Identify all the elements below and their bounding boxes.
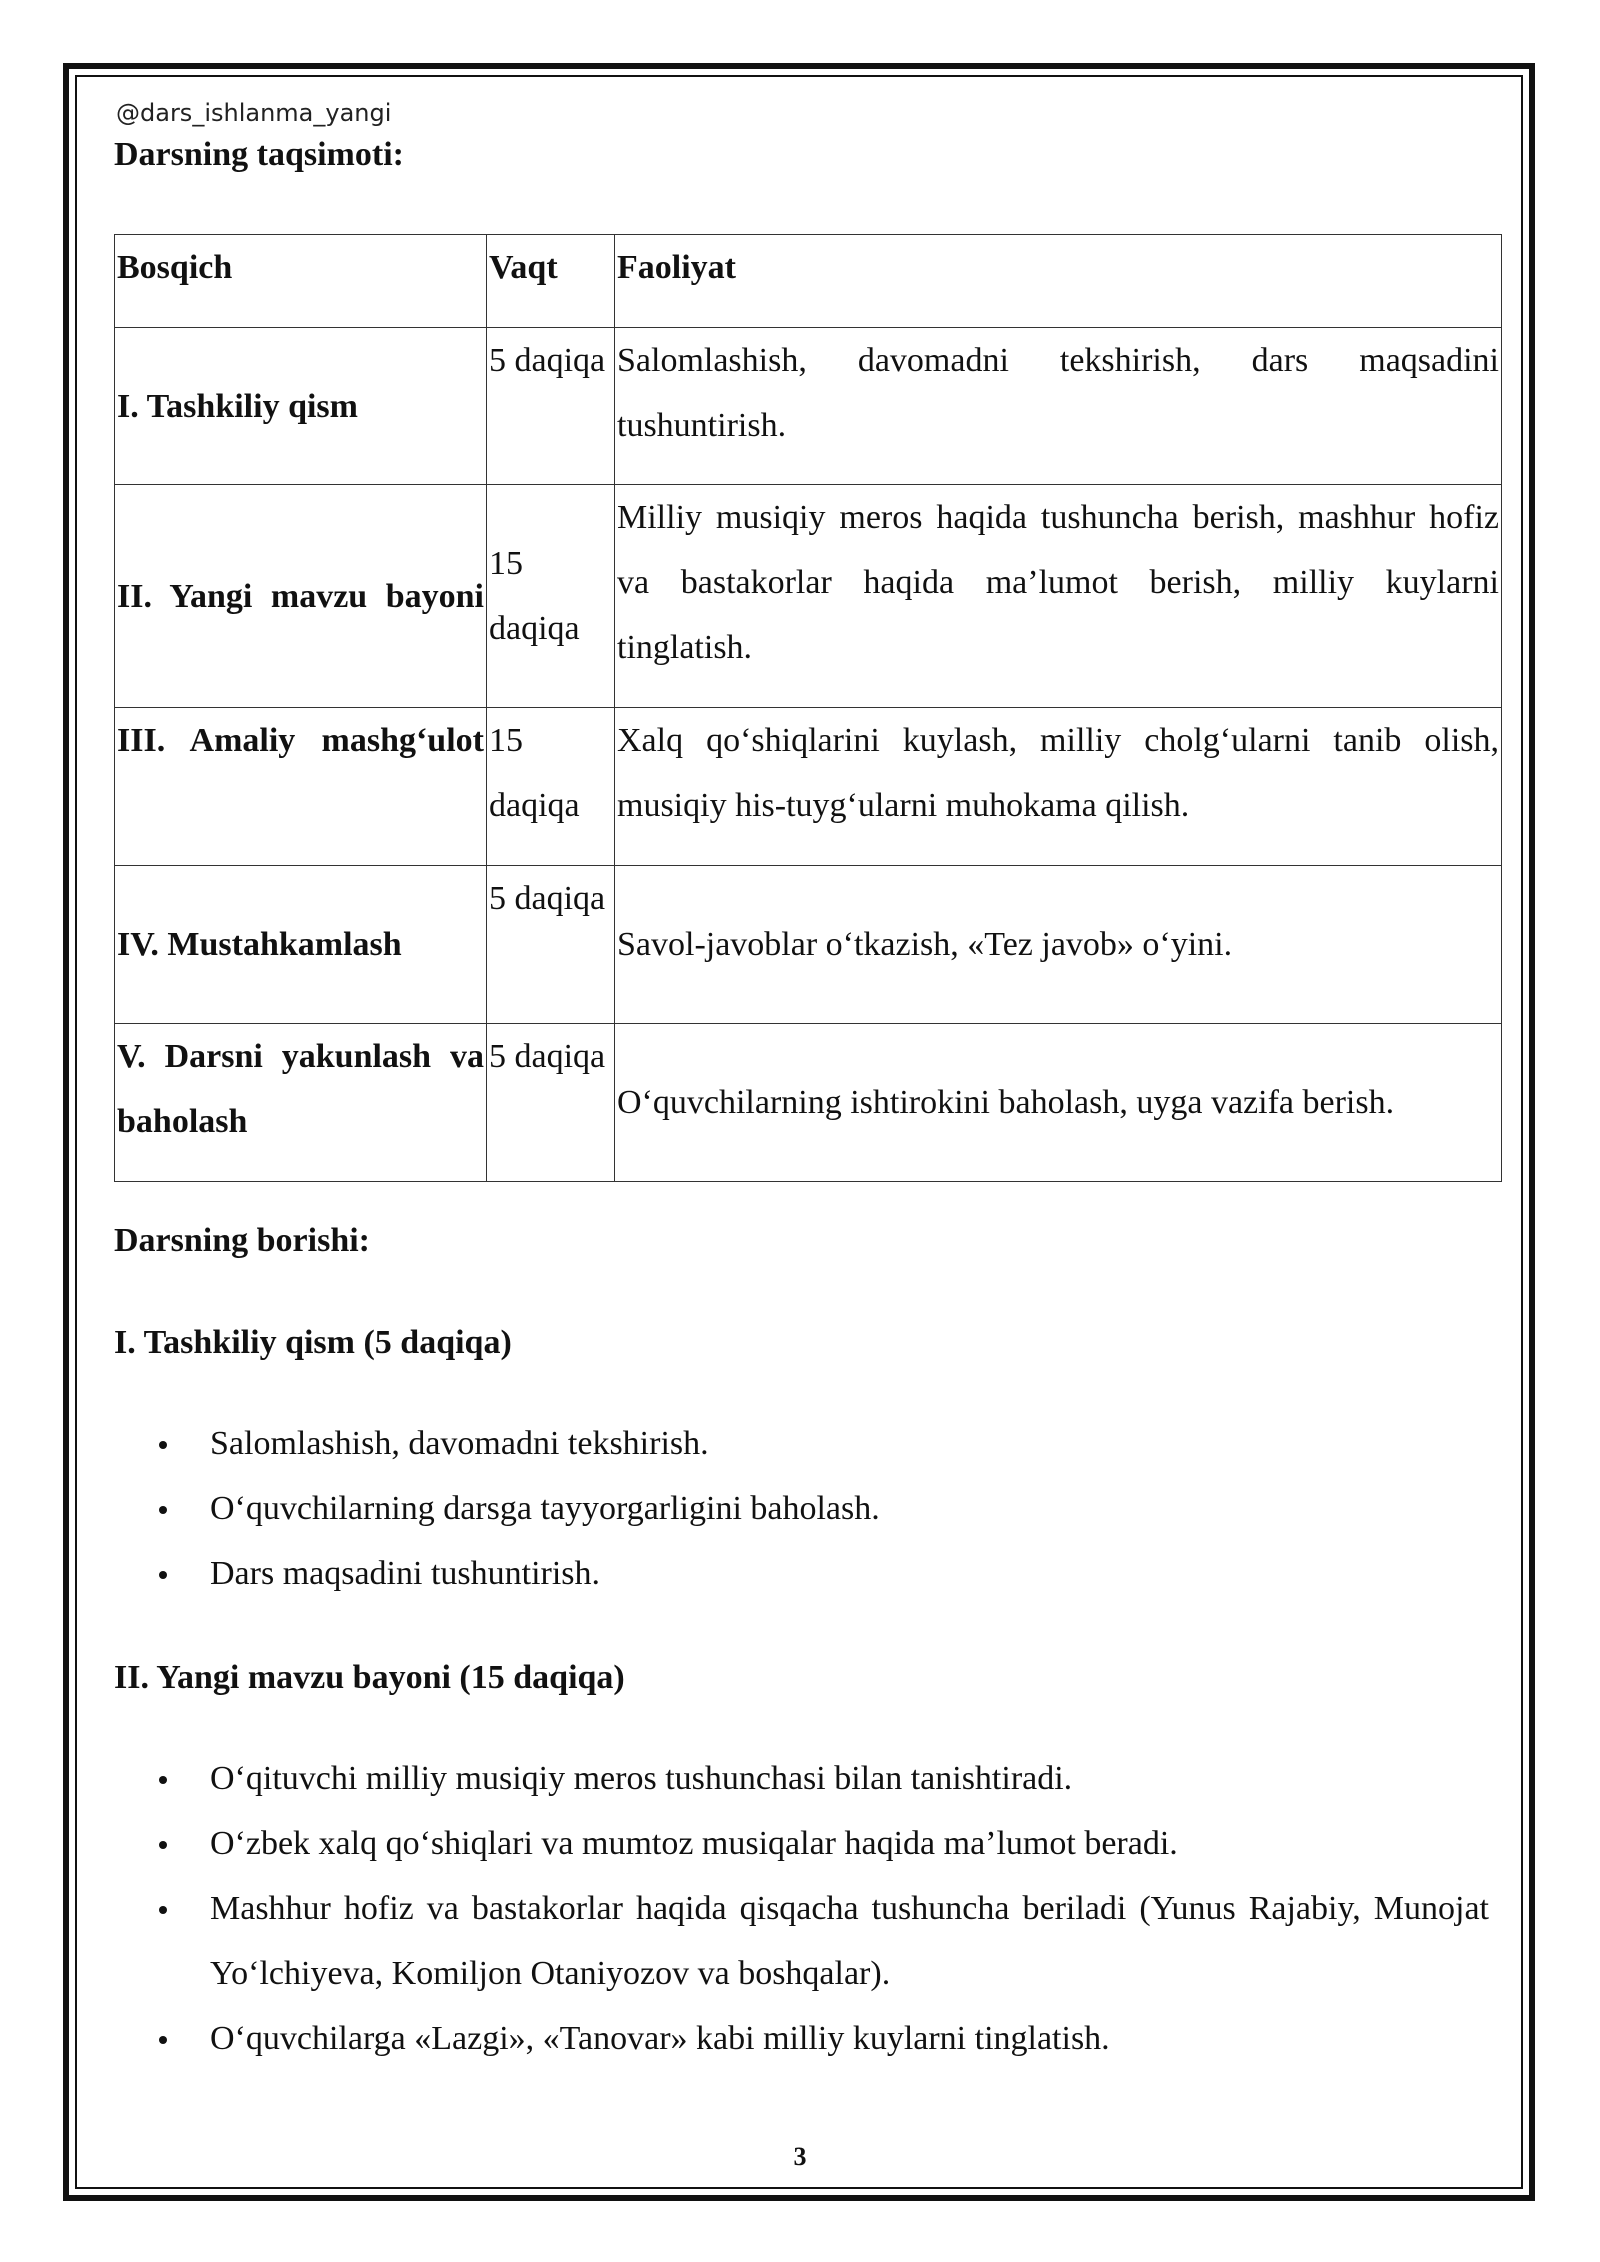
- bullet-icon: [159, 1776, 167, 1784]
- list-item: [114, 2006, 1489, 2071]
- bullet-icon: [159, 1506, 167, 1514]
- activity-cell: O‘quvchilarning ishtirokini baholash, uyga vazifa berish.: [615, 1024, 1502, 1182]
- activity-cell: Salomlashish, davomadni tekshirish, dars maqsadini tushuntirish.: [615, 328, 1502, 485]
- list-item-text: Mashhur hofiz va bastakorlar haqida qisqacha tushuncha beriladi (Yunus Rajabiy, Munojat Yo‘lchiyeva, Komiljon Otaniyozov va boshqalar).: [210, 1890, 1489, 1992]
- list-item: [114, 1476, 1489, 1541]
- activity-cell: Milliy musiqiy meros haqida tushuncha berish, mashhur hofiz va bastakorlar haqida ma’lumot berish, milliy kuylarni tinglatish.: [615, 485, 1502, 708]
- table-row: [115, 866, 1502, 1024]
- column-header-time: Vaqt: [487, 235, 615, 328]
- table-row: [115, 1024, 1502, 1182]
- stage-cell: V. Darsni yakunlash va baholash: [115, 1024, 487, 1182]
- list-item-text: O‘zbek xalq qo‘shiqlari va mumtoz musiqalar haqida ma’lumot beradi.: [210, 1825, 1178, 1862]
- section-title: I. Tashkiliy qism (5 daqiqa): [114, 1324, 512, 1361]
- list-item-text: O‘quvchilarga «Lazgi», «Tanovar» kabi milliy kuylarni tinglatish.: [210, 2020, 1110, 2057]
- table-header-row: [115, 235, 1502, 328]
- distribution-heading: Darsning taqsimoti:: [114, 136, 404, 173]
- time-cell: 5 daqiqa: [487, 1024, 615, 1182]
- list-item: [114, 1876, 1489, 2006]
- page-number: 3: [793, 2142, 807, 2171]
- list-item: [114, 1541, 1489, 1606]
- time-cell: 5 daqiqa: [487, 328, 615, 485]
- list-item: [114, 1811, 1489, 1876]
- activity-cell: Savol-javoblar o‘tkazish, «Tez javob» o‘yini.: [615, 866, 1502, 1024]
- time-cell: 15 daqiqa: [487, 708, 615, 866]
- table-row: [115, 485, 1502, 708]
- column-header-stage: Bosqich: [115, 235, 487, 328]
- stage-cell: I. Tashkiliy qism: [115, 328, 487, 485]
- stage-cell: III. Amaliy mashg‘ulot: [115, 708, 487, 866]
- bullet-icon: [159, 1441, 167, 1449]
- list-item: [114, 1411, 1489, 1476]
- column-header-activity: Faoliyat: [615, 235, 1502, 328]
- stage-cell: [115, 485, 487, 708]
- bullet-icon: [159, 1841, 167, 1849]
- stage-cell: IV. Mustahkamlash: [115, 866, 487, 1024]
- bullet-icon: [159, 1906, 167, 1914]
- bullet-icon: [159, 1571, 167, 1579]
- stage-label: II. Yangi mavzu bayoni: [117, 577, 484, 615]
- section-bullet-list: [114, 1746, 1489, 2071]
- section-bullet-list: [114, 1411, 1489, 1606]
- list-item-text: Salomlashish, davomadni tekshirish.: [210, 1425, 709, 1462]
- bullet-icon: [159, 2036, 167, 2044]
- list-item-text: O‘quvchilarning darsga tayyorgarligini baholash.: [210, 1490, 880, 1527]
- list-item: [114, 1746, 1489, 1811]
- list-item-text: O‘qituvchi milliy musiqiy meros tushunchasi bilan tanishtiradi.: [210, 1760, 1073, 1797]
- list-item-text: Dars maqsadini tushuntirish.: [210, 1555, 601, 1592]
- watermark: @dars_ishlanma_yangi: [116, 99, 392, 127]
- time-cell: 5 daqiqa: [487, 866, 615, 1024]
- table-row: [115, 708, 1502, 866]
- table-row: [115, 328, 1502, 485]
- activity-cell: Xalq qo‘shiqlarini kuylash, milliy cholg‘ularni tanib olish, musiqiy his-tuyg‘ularni muhokama qilish.: [615, 708, 1502, 866]
- progress-heading: Darsning borishi:: [114, 1222, 370, 1259]
- section-title: II. Yangi mavzu bayoni (15 daqiqa): [114, 1659, 625, 1696]
- page-content: [114, 93, 1500, 2057]
- time-cell: 15 daqiqa: [487, 485, 615, 708]
- lesson-distribution-table: [114, 234, 1502, 1182]
